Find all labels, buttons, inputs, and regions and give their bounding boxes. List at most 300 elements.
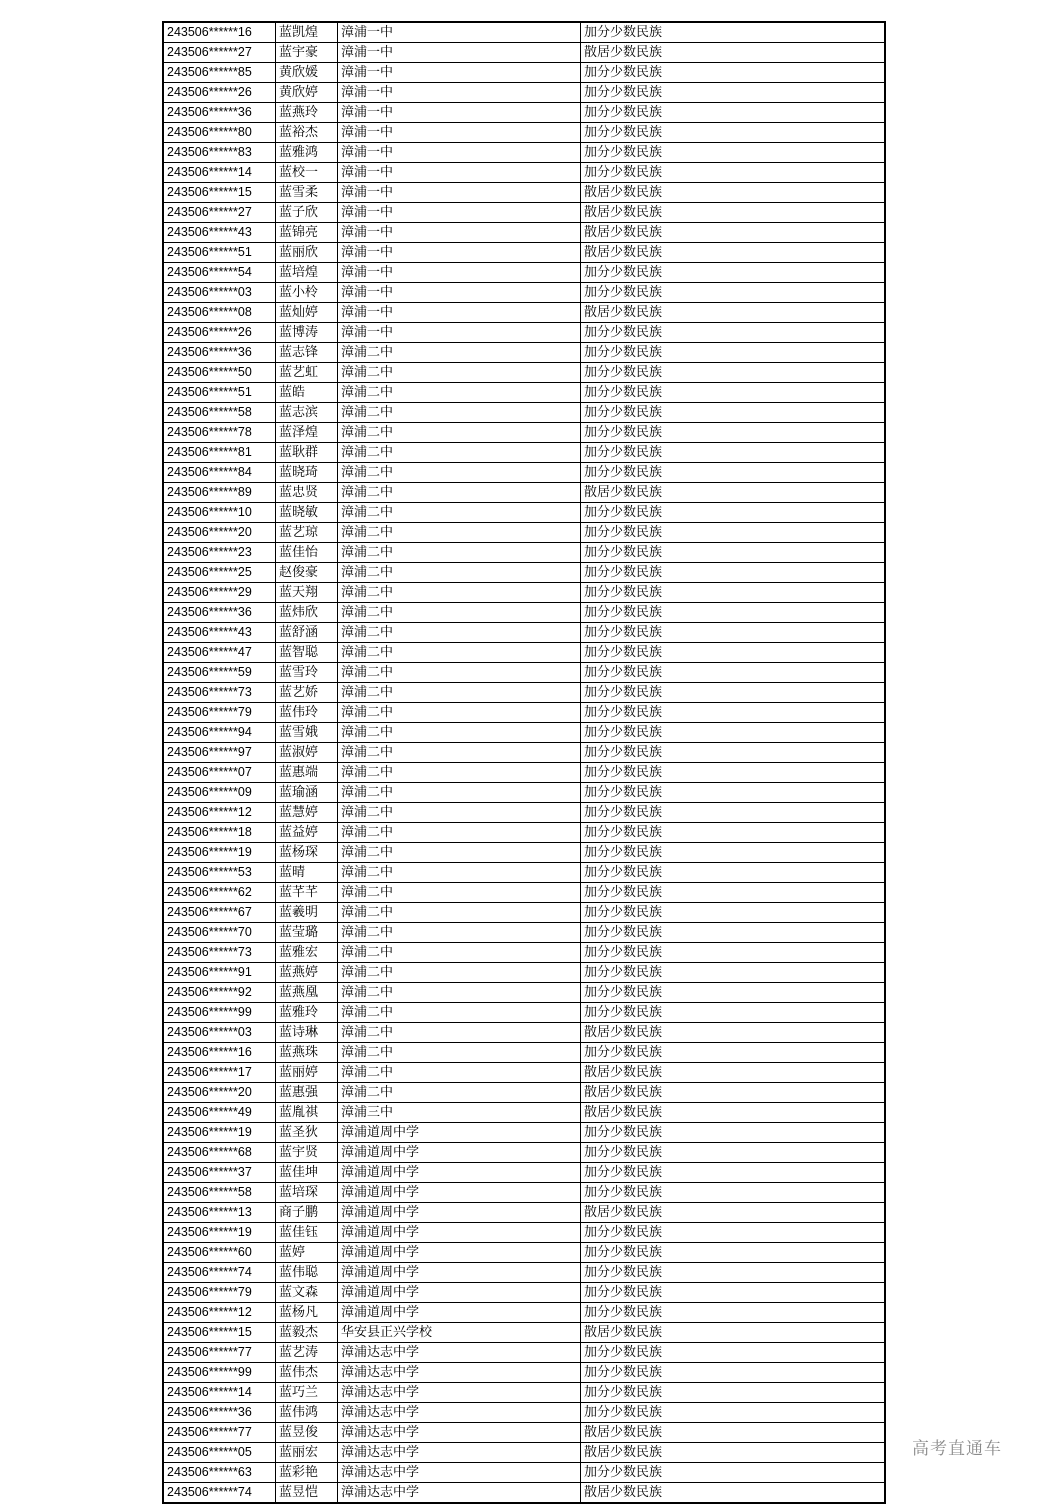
table-row — [164, 203, 885, 223]
table-row — [164, 383, 885, 403]
school-cell: 漳浦达志中学 — [338, 1343, 581, 1363]
student-name-cell: 蓝艺琼 — [276, 523, 338, 543]
school-cell: 漳浦二中 — [338, 803, 581, 823]
school-cell: 漳浦二中 — [338, 703, 581, 723]
student-name-cell: 蓝博涛 — [276, 323, 338, 343]
school-cell: 漳浦二中 — [338, 723, 581, 743]
school-cell: 漳浦二中 — [338, 1043, 581, 1063]
table-row — [164, 1283, 885, 1303]
student-list-table — [162, 21, 886, 1504]
candidate-id-cell: 243506******83 — [164, 143, 276, 163]
candidate-id-cell: 243506******49 — [164, 1103, 276, 1123]
school-cell: 漳浦二中 — [338, 783, 581, 803]
school-cell: 漳浦一中 — [338, 303, 581, 323]
student-name-cell: 蓝校一 — [276, 163, 338, 183]
school-cell: 漳浦一中 — [338, 63, 581, 83]
student-name-cell: 蓝艺娇 — [276, 683, 338, 703]
candidate-id-cell: 243506******74 — [164, 1263, 276, 1283]
table-row — [164, 543, 885, 563]
table-row — [164, 1043, 885, 1063]
student-name-cell: 蓝燕凰 — [276, 983, 338, 1003]
category-cell: 散居少数民族 — [581, 203, 885, 223]
category-cell: 加分少数民族 — [581, 463, 885, 483]
school-cell: 漳浦二中 — [338, 903, 581, 923]
category-cell: 加分少数民族 — [581, 103, 885, 123]
candidate-id-cell: 243506******58 — [164, 1183, 276, 1203]
category-cell: 加分少数民族 — [581, 923, 885, 943]
candidate-id-cell: 243506******23 — [164, 543, 276, 563]
table-row — [164, 363, 885, 383]
candidate-id-cell: 243506******99 — [164, 1363, 276, 1383]
school-cell: 漳浦道周中学 — [338, 1123, 581, 1143]
candidate-id-cell: 243506******81 — [164, 443, 276, 463]
candidate-id-cell: 243506******09 — [164, 783, 276, 803]
candidate-id-cell: 243506******54 — [164, 263, 276, 283]
student-name-cell: 蓝伟鸿 — [276, 1403, 338, 1423]
table-row — [164, 1403, 885, 1423]
category-cell: 加分少数民族 — [581, 863, 885, 883]
category-cell: 加分少数民族 — [581, 723, 885, 743]
table-row — [164, 443, 885, 463]
table-row — [164, 123, 885, 143]
student-name-cell: 蓝天翔 — [276, 583, 338, 603]
school-cell: 漳浦二中 — [338, 383, 581, 403]
table-row — [164, 323, 885, 343]
candidate-id-cell: 243506******29 — [164, 583, 276, 603]
candidate-id-cell: 243506******91 — [164, 963, 276, 983]
category-cell: 加分少数民族 — [581, 263, 885, 283]
student-name-cell: 蓝燕珠 — [276, 1043, 338, 1063]
table-row — [164, 103, 885, 123]
student-name-cell: 蓝泽煌 — [276, 423, 338, 443]
candidate-id-cell: 243506******10 — [164, 503, 276, 523]
student-name-cell: 蓝宇豪 — [276, 43, 338, 63]
candidate-id-cell: 243506******60 — [164, 1243, 276, 1263]
student-name-cell: 蓝凯煌 — [276, 23, 338, 43]
table-row — [164, 1363, 885, 1383]
candidate-id-cell: 243506******73 — [164, 943, 276, 963]
student-name-cell: 蓝昱俊 — [276, 1423, 338, 1443]
table-row — [164, 803, 885, 823]
student-name-cell: 蓝巧兰 — [276, 1383, 338, 1403]
category-cell: 散居少数民族 — [581, 1423, 885, 1443]
candidate-id-cell: 243506******79 — [164, 1283, 276, 1303]
table-row — [164, 1023, 885, 1043]
category-cell: 加分少数民族 — [581, 623, 885, 643]
candidate-id-cell: 243506******08 — [164, 303, 276, 323]
student-name-cell: 蓝晓琦 — [276, 463, 338, 483]
category-cell: 加分少数民族 — [581, 1143, 885, 1163]
student-name-cell: 蓝诗琳 — [276, 1023, 338, 1043]
candidate-id-cell: 243506******19 — [164, 1223, 276, 1243]
school-cell: 漳浦二中 — [338, 1003, 581, 1023]
category-cell: 散居少数民族 — [581, 1483, 885, 1503]
table-row — [164, 1323, 885, 1343]
school-cell: 漳浦一中 — [338, 23, 581, 43]
table-row — [164, 1103, 885, 1123]
candidate-id-cell: 243506******17 — [164, 1063, 276, 1083]
candidate-id-cell: 243506******25 — [164, 563, 276, 583]
candidate-id-cell: 243506******12 — [164, 1303, 276, 1323]
candidate-id-cell: 243506******36 — [164, 603, 276, 623]
candidate-id-cell: 243506******36 — [164, 343, 276, 363]
table-row — [164, 163, 885, 183]
school-cell: 漳浦道周中学 — [338, 1223, 581, 1243]
category-cell: 散居少数民族 — [581, 1063, 885, 1083]
school-cell: 漳浦达志中学 — [338, 1383, 581, 1403]
student-name-cell: 蓝雅宏 — [276, 943, 338, 963]
table-row — [164, 43, 885, 63]
category-cell: 加分少数民族 — [581, 663, 885, 683]
candidate-id-cell: 243506******77 — [164, 1423, 276, 1443]
school-cell: 漳浦二中 — [338, 583, 581, 603]
student-name-cell: 蓝晴 — [276, 863, 338, 883]
table-row — [164, 263, 885, 283]
category-cell: 加分少数民族 — [581, 1343, 885, 1363]
category-cell: 加分少数民族 — [581, 323, 885, 343]
school-cell: 漳浦二中 — [338, 443, 581, 463]
category-cell: 加分少数民族 — [581, 903, 885, 923]
student-name-cell: 蓝慧婷 — [276, 803, 338, 823]
school-cell: 漳浦二中 — [338, 563, 581, 583]
candidate-id-cell: 243506******73 — [164, 683, 276, 703]
candidate-id-cell: 243506******74 — [164, 1483, 276, 1503]
school-cell: 漳浦二中 — [338, 603, 581, 623]
candidate-id-cell: 243506******43 — [164, 223, 276, 243]
student-name-cell: 蓝惠强 — [276, 1083, 338, 1103]
student-name-cell: 蓝伟玲 — [276, 703, 338, 723]
table-row — [164, 23, 885, 43]
school-cell: 漳浦一中 — [338, 263, 581, 283]
category-cell: 加分少数民族 — [581, 1463, 885, 1483]
school-cell: 漳浦一中 — [338, 323, 581, 343]
candidate-id-cell: 243506******59 — [164, 663, 276, 683]
student-name-cell: 蓝宇贤 — [276, 1143, 338, 1163]
school-cell: 漳浦达志中学 — [338, 1423, 581, 1443]
category-cell: 加分少数民族 — [581, 83, 885, 103]
student-name-cell: 蓝丽婷 — [276, 1063, 338, 1083]
candidate-id-cell: 243506******16 — [164, 23, 276, 43]
category-cell: 加分少数民族 — [581, 603, 885, 623]
candidate-id-cell: 243506******20 — [164, 1083, 276, 1103]
candidate-id-cell: 243506******27 — [164, 43, 276, 63]
category-cell: 加分少数民族 — [581, 523, 885, 543]
candidate-id-cell: 243506******18 — [164, 823, 276, 843]
school-cell: 漳浦一中 — [338, 183, 581, 203]
school-cell: 漳浦道周中学 — [338, 1163, 581, 1183]
school-cell: 漳浦道周中学 — [338, 1203, 581, 1223]
student-name-cell: 蓝羲明 — [276, 903, 338, 923]
student-name-cell: 蓝佳怡 — [276, 543, 338, 563]
candidate-id-cell: 243506******12 — [164, 803, 276, 823]
table-row — [164, 503, 885, 523]
table-row — [164, 463, 885, 483]
school-cell: 漳浦一中 — [338, 143, 581, 163]
candidate-id-cell: 243506******67 — [164, 903, 276, 923]
student-name-cell: 蓝耿群 — [276, 443, 338, 463]
category-cell: 加分少数民族 — [581, 743, 885, 763]
candidate-id-cell: 243506******51 — [164, 243, 276, 263]
student-name-cell: 蓝圣狄 — [276, 1123, 338, 1143]
table-row — [164, 143, 885, 163]
school-cell: 漳浦二中 — [338, 363, 581, 383]
category-cell: 散居少数民族 — [581, 1443, 885, 1463]
school-cell: 漳浦二中 — [338, 683, 581, 703]
student-name-cell: 蓝雪玲 — [276, 663, 338, 683]
student-name-cell: 蓝忠贤 — [276, 483, 338, 503]
category-cell: 加分少数民族 — [581, 1263, 885, 1283]
student-name-cell: 蓝雪柔 — [276, 183, 338, 203]
category-cell: 加分少数民族 — [581, 143, 885, 163]
student-name-cell: 蓝雅玲 — [276, 1003, 338, 1023]
student-name-cell: 蓝益婷 — [276, 823, 338, 843]
table-row — [164, 843, 885, 863]
category-cell: 加分少数民族 — [581, 343, 885, 363]
candidate-id-cell: 243506******27 — [164, 203, 276, 223]
candidate-id-cell: 243506******51 — [164, 383, 276, 403]
student-name-cell: 蓝雪娥 — [276, 723, 338, 743]
student-name-cell: 蓝晓敏 — [276, 503, 338, 523]
candidate-id-cell: 243506******19 — [164, 1123, 276, 1143]
candidate-id-cell: 243506******16 — [164, 1043, 276, 1063]
school-cell: 漳浦二中 — [338, 1023, 581, 1043]
table-row — [164, 1243, 885, 1263]
school-cell: 漳浦二中 — [338, 883, 581, 903]
student-name-cell: 蓝胤祺 — [276, 1103, 338, 1123]
student-name-cell: 蓝昱恺 — [276, 1483, 338, 1503]
table-row — [164, 63, 885, 83]
table-row — [164, 623, 885, 643]
category-cell: 加分少数民族 — [581, 63, 885, 83]
table-row — [164, 223, 885, 243]
candidate-id-cell: 243506******77 — [164, 1343, 276, 1363]
table-row — [164, 903, 885, 923]
category-cell: 加分少数民族 — [581, 1003, 885, 1023]
candidate-id-cell: 243506******94 — [164, 723, 276, 743]
table-row — [164, 423, 885, 443]
category-cell: 散居少数民族 — [581, 303, 885, 323]
school-cell: 漳浦二中 — [338, 663, 581, 683]
candidate-id-cell: 243506******89 — [164, 483, 276, 503]
student-name-cell: 商子鹏 — [276, 1203, 338, 1223]
candidate-id-cell: 243506******26 — [164, 323, 276, 343]
category-cell: 散居少数民族 — [581, 1023, 885, 1043]
table-row — [164, 1083, 885, 1103]
student-name-cell: 蓝皓 — [276, 383, 338, 403]
candidate-id-cell: 243506******05 — [164, 1443, 276, 1463]
candidate-id-cell: 243506******79 — [164, 703, 276, 723]
category-cell: 加分少数民族 — [581, 1183, 885, 1203]
category-cell: 加分少数民族 — [581, 1303, 885, 1323]
category-cell: 加分少数民族 — [581, 823, 885, 843]
school-cell: 漳浦二中 — [338, 343, 581, 363]
table-row — [164, 1263, 885, 1283]
category-cell: 加分少数民族 — [581, 843, 885, 863]
table-row — [164, 483, 885, 503]
candidate-id-cell: 243506******03 — [164, 283, 276, 303]
student-name-cell: 蓝文森 — [276, 1283, 338, 1303]
student-name-cell: 蓝智聪 — [276, 643, 338, 663]
student-name-cell: 蓝子欣 — [276, 203, 338, 223]
category-cell: 加分少数民族 — [581, 23, 885, 43]
school-cell: 漳浦二中 — [338, 1063, 581, 1083]
candidate-id-cell: 243506******99 — [164, 1003, 276, 1023]
category-cell: 加分少数民族 — [581, 583, 885, 603]
category-cell: 散居少数民族 — [581, 183, 885, 203]
table-row — [164, 1423, 885, 1443]
table-row — [164, 743, 885, 763]
student-name-cell: 蓝志锋 — [276, 343, 338, 363]
student-name-cell: 蓝莹璐 — [276, 923, 338, 943]
school-cell: 漳浦二中 — [338, 943, 581, 963]
school-cell: 漳浦二中 — [338, 523, 581, 543]
category-cell: 散居少数民族 — [581, 223, 885, 243]
category-cell: 加分少数民族 — [581, 883, 885, 903]
student-name-cell: 蓝彩艳 — [276, 1463, 338, 1483]
table-row — [164, 243, 885, 263]
candidate-id-cell: 243506******62 — [164, 883, 276, 903]
student-name-cell: 蓝佳钰 — [276, 1223, 338, 1243]
student-name-cell: 蓝毅杰 — [276, 1323, 338, 1343]
table-row — [164, 863, 885, 883]
school-cell: 漳浦达志中学 — [338, 1443, 581, 1463]
student-name-cell: 蓝婷 — [276, 1243, 338, 1263]
school-cell: 漳浦二中 — [338, 963, 581, 983]
school-cell: 华安县正兴学校 — [338, 1323, 581, 1343]
student-name-cell: 蓝淑婷 — [276, 743, 338, 763]
candidate-id-cell: 243506******14 — [164, 163, 276, 183]
school-cell: 漳浦一中 — [338, 243, 581, 263]
school-cell: 漳浦二中 — [338, 863, 581, 883]
candidate-id-cell: 243506******78 — [164, 423, 276, 443]
table-row — [164, 1303, 885, 1323]
table-row — [164, 1163, 885, 1183]
school-cell: 漳浦一中 — [338, 203, 581, 223]
candidate-id-cell: 243506******20 — [164, 523, 276, 543]
school-cell: 漳浦二中 — [338, 643, 581, 663]
category-cell: 散居少数民族 — [581, 483, 885, 503]
table-row — [164, 1063, 885, 1083]
category-cell: 加分少数民族 — [581, 1363, 885, 1383]
table-row — [164, 643, 885, 663]
category-cell: 散居少数民族 — [581, 1103, 885, 1123]
school-cell: 漳浦一中 — [338, 43, 581, 63]
candidate-id-cell: 243506******84 — [164, 463, 276, 483]
student-name-cell: 蓝杨凡 — [276, 1303, 338, 1323]
school-cell: 漳浦二中 — [338, 983, 581, 1003]
category-cell: 加分少数民族 — [581, 123, 885, 143]
category-cell: 散居少数民族 — [581, 243, 885, 263]
student-name-cell: 蓝惠端 — [276, 763, 338, 783]
table-row — [164, 1123, 885, 1143]
student-name-cell: 赵俊豪 — [276, 563, 338, 583]
school-cell: 漳浦一中 — [338, 283, 581, 303]
school-cell: 漳浦二中 — [338, 1083, 581, 1103]
table-row — [164, 983, 885, 1003]
table-row — [164, 823, 885, 843]
student-name-cell: 蓝小柃 — [276, 283, 338, 303]
category-cell: 加分少数民族 — [581, 1223, 885, 1243]
school-cell: 漳浦道周中学 — [338, 1263, 581, 1283]
school-cell: 漳浦二中 — [338, 503, 581, 523]
student-name-cell: 黄欣婷 — [276, 83, 338, 103]
candidate-id-cell: 243506******92 — [164, 983, 276, 1003]
student-name-cell: 蓝灿婷 — [276, 303, 338, 323]
student-name-cell: 蓝志滨 — [276, 403, 338, 423]
category-cell: 加分少数民族 — [581, 403, 885, 423]
category-cell: 加分少数民族 — [581, 163, 885, 183]
table-row — [164, 1343, 885, 1363]
table-body — [164, 23, 885, 1503]
school-cell: 漳浦一中 — [338, 223, 581, 243]
student-name-cell: 蓝培煌 — [276, 263, 338, 283]
category-cell: 散居少数民族 — [581, 1083, 885, 1103]
category-cell: 加分少数民族 — [581, 1383, 885, 1403]
school-cell: 漳浦二中 — [338, 923, 581, 943]
candidate-id-cell: 243506******53 — [164, 863, 276, 883]
category-cell: 加分少数民族 — [581, 763, 885, 783]
table-row — [164, 83, 885, 103]
school-cell: 漳浦二中 — [338, 423, 581, 443]
table-row — [164, 583, 885, 603]
school-cell: 漳浦三中 — [338, 1103, 581, 1123]
student-name-cell: 蓝佳坤 — [276, 1163, 338, 1183]
school-cell: 漳浦二中 — [338, 463, 581, 483]
candidate-id-cell: 243506******15 — [164, 183, 276, 203]
school-cell: 漳浦道周中学 — [338, 1243, 581, 1263]
table-row — [164, 303, 885, 323]
table-row — [164, 343, 885, 363]
candidate-id-cell: 243506******26 — [164, 83, 276, 103]
table-row — [164, 663, 885, 683]
candidate-id-cell: 243506******70 — [164, 923, 276, 943]
table-row — [164, 1443, 885, 1463]
table-row — [164, 783, 885, 803]
table-row — [164, 683, 885, 703]
watermark-text: 高考直通车 — [912, 1439, 1002, 1459]
candidate-id-cell: 243506******58 — [164, 403, 276, 423]
table-row — [164, 883, 885, 903]
candidate-id-cell: 243506******14 — [164, 1383, 276, 1403]
table-row — [164, 523, 885, 543]
category-cell: 散居少数民族 — [581, 1203, 885, 1223]
school-cell: 漳浦二中 — [338, 843, 581, 863]
table-row — [164, 1483, 885, 1503]
school-cell: 漳浦二中 — [338, 483, 581, 503]
category-cell: 加分少数民族 — [581, 283, 885, 303]
category-cell: 加分少数民族 — [581, 783, 885, 803]
student-name-cell: 蓝燕玲 — [276, 103, 338, 123]
school-cell: 漳浦一中 — [338, 103, 581, 123]
category-cell: 加分少数民族 — [581, 803, 885, 823]
table-row — [164, 183, 885, 203]
table-row — [164, 963, 885, 983]
category-cell: 加分少数民族 — [581, 383, 885, 403]
table-row — [164, 603, 885, 623]
candidate-id-cell: 243506******63 — [164, 1463, 276, 1483]
category-cell: 加分少数民族 — [581, 503, 885, 523]
student-name-cell: 蓝艺虹 — [276, 363, 338, 383]
candidate-id-cell: 243506******03 — [164, 1023, 276, 1043]
table-row — [164, 563, 885, 583]
table-row — [164, 1203, 885, 1223]
category-cell: 散居少数民族 — [581, 1323, 885, 1343]
table-row — [164, 943, 885, 963]
category-cell: 散居少数民族 — [581, 43, 885, 63]
category-cell: 加分少数民族 — [581, 1243, 885, 1263]
table-row — [164, 283, 885, 303]
student-name-cell: 蓝锦亮 — [276, 223, 338, 243]
